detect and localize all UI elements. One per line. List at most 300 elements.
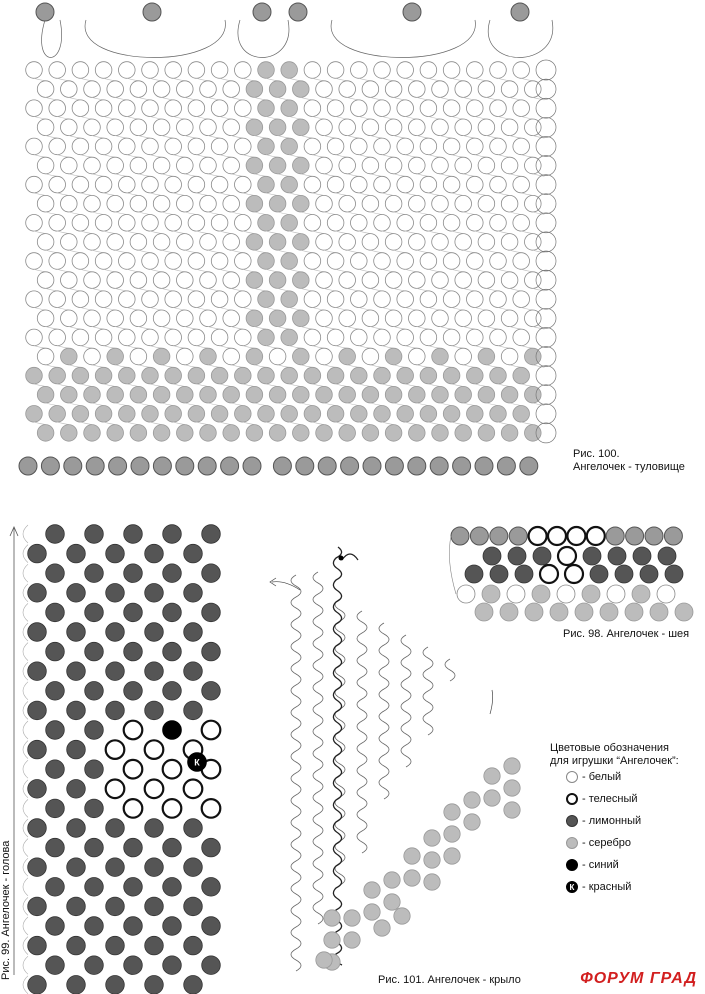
silver-bead [444,826,460,842]
white-bead [188,176,205,193]
thread-segment [417,327,429,330]
lemon-bead [67,740,86,759]
white-bead [153,157,170,174]
thread-segment [347,288,359,291]
thread-segment [173,231,185,234]
legend-label: - лимонный [582,815,642,827]
silver-bead [409,425,426,442]
lemon-bead [46,956,65,975]
dark-silver-bead [490,527,508,545]
white-bead [49,176,66,193]
silver-bead [200,348,217,365]
thread-segment [463,365,475,368]
white-bead [501,310,518,327]
white-bead [49,215,66,232]
thread-segment [452,308,464,311]
thread-segment [324,288,336,291]
silver-bead [26,367,43,384]
lemon-bead [145,623,164,642]
white-bead [142,253,159,270]
silver-bead [211,406,228,423]
thread-segment [115,288,127,291]
thread-segment [185,403,197,406]
white-bead [61,234,78,251]
white-bead [304,176,321,193]
lemon-bead [465,565,483,583]
thread-segment [405,269,417,272]
white-bead [177,348,194,365]
silver-bead [327,367,344,384]
white-bead [557,585,575,603]
legend-label: - красный [582,881,632,893]
thread-segment [301,403,313,406]
thread-segment [150,78,162,81]
side-loop [23,799,28,817]
wing-main-thread [333,547,342,965]
lemon-bead [85,603,104,622]
thread-segment [92,212,104,215]
white-bead [61,119,78,136]
white-bead [130,157,147,174]
thread-segment [428,155,440,158]
white-bead [84,81,101,98]
thread-segment [336,155,348,158]
white-bead [72,176,89,193]
white-bead [177,157,194,174]
thread-segment [417,365,429,368]
thread-segment [510,403,522,406]
white-bead [397,138,414,155]
white-bead [165,62,182,79]
thread-segment [266,384,278,387]
thread-segment [196,346,208,349]
lemon-bead [28,897,47,916]
flesh-bead [567,527,585,545]
thread-segment [80,346,92,349]
silver-bead [142,367,159,384]
lemon-bead [67,701,86,720]
thread-segment [510,97,522,100]
silver-bead [107,386,124,403]
lemon-bead [67,976,86,994]
side-loop [23,623,28,641]
silver-bead [364,882,380,898]
white-bead [467,215,484,232]
thread-segment [475,308,487,311]
thread-segment [428,384,440,387]
white-bead [455,157,472,174]
thread-segment [162,288,174,291]
white-bead [26,291,43,308]
dark-silver-bead [451,527,469,545]
silver-bead [258,253,275,270]
white-bead [49,62,66,79]
white-bead [339,81,356,98]
thread-segment [359,269,371,272]
white-bead [467,176,484,193]
thread-segment [278,250,290,253]
thread-segment [104,155,116,158]
silver-bead [26,406,43,423]
lemon-bead [46,838,65,857]
white-bead [107,310,124,327]
lemon-bead [533,547,551,565]
silver-bead [258,100,275,117]
white-bead [165,329,182,346]
silver-bead [281,176,298,193]
legend-swatch [566,815,578,827]
thread-segment [150,384,162,387]
white-bead [397,176,414,193]
thread-segment [185,97,197,100]
thread-segment [92,288,104,291]
thread-segment [301,136,313,139]
edge-ring [536,175,556,195]
white-bead [177,310,194,327]
thread-segment [312,346,324,349]
thread-segment [394,403,406,406]
silver-bead [344,910,360,926]
thread-segment [475,269,487,272]
lemon-bead [583,547,601,565]
legend-title-line1: Цветовые обозначения [550,742,669,754]
white-bead [130,272,147,289]
white-bead [374,329,391,346]
white-bead [409,119,426,136]
thread-segment [452,117,464,120]
thread-segment [80,117,92,120]
silver-bead [293,119,310,136]
lemon-bead [28,780,47,799]
thread-segment [359,422,371,425]
thread-segment [231,212,243,215]
silver-bead [269,234,286,251]
thread-segment [301,174,313,177]
thread-segment [510,327,522,330]
white-bead [61,81,78,98]
thread-segment [150,269,162,272]
white-bead [61,195,78,212]
thread-segment [208,212,220,215]
thread-segment [162,174,174,177]
thread-segment [382,422,394,425]
thread-segment [347,174,359,177]
thread-segment [34,78,46,81]
thread-segment [92,250,104,253]
white-bead [457,585,475,603]
thread-segment [382,155,394,158]
thread-segment [243,384,255,387]
white-bead [37,234,54,251]
white-bead [362,157,379,174]
thread-segment [312,384,324,387]
wing-column [379,623,389,799]
white-bead [327,215,344,232]
thread-segment [220,193,232,196]
white-bead [142,215,159,232]
thread-segment [150,155,162,158]
white-bead [95,176,112,193]
thread-segment [185,250,197,253]
lemon-bead [184,623,203,642]
thread-segment [417,136,429,139]
white-bead [26,62,43,79]
white-bead [432,81,449,98]
thread-segment [266,193,278,196]
dark-silver-bead [626,527,644,545]
white-bead [432,157,449,174]
thread-segment [150,193,162,196]
lemon-bead [124,603,143,622]
thread-segment [498,346,510,349]
silver-bead [420,367,437,384]
white-bead [455,81,472,98]
thread-segment [359,384,371,387]
white-bead [316,310,333,327]
thread-segment [46,288,58,291]
silver-bead [200,425,217,442]
white-bead [142,62,159,79]
lemon-bead [67,936,86,955]
white-bead [119,176,136,193]
thread-segment [243,269,255,272]
lemon-bead [202,682,221,701]
silver-bead [432,348,449,365]
silver-bead [37,386,54,403]
lemon-bead [202,956,221,975]
white-bead [119,62,136,79]
thread-segment [138,365,150,368]
lemon-bead [145,819,164,838]
white-bead [525,272,542,289]
white-bead [467,62,484,79]
figure-100-caption-number: Рис. 100. [573,448,620,460]
thread-segment [69,403,81,406]
thread-segment [208,365,220,368]
white-bead [397,100,414,117]
white-bead [420,138,437,155]
thread-segment [301,212,313,215]
lemon-bead [46,603,65,622]
thread-segment [150,422,162,425]
white-bead [478,310,495,327]
lemon-bead [46,564,65,583]
blue-bead [163,721,182,740]
white-bead [327,100,344,117]
white-bead [188,329,205,346]
white-bead [513,100,530,117]
white-bead [385,272,402,289]
white-bead [478,157,495,174]
white-bead [177,234,194,251]
figure-98-caption: Рис. 98. Ангелочек - шея [563,628,690,640]
silver-bead [153,348,170,365]
white-bead [223,81,240,98]
white-bead [95,291,112,308]
silver-bead [258,406,275,423]
white-bead [223,157,240,174]
thread-segment [336,308,348,311]
silver-bead [281,253,298,270]
lemon-bead [163,642,182,661]
white-bead [84,234,101,251]
dark-silver-bead [341,457,359,475]
thread-segment [57,155,69,158]
white-bead [397,329,414,346]
silver-bead [490,367,507,384]
flesh-bead [202,721,221,740]
thread-segment [498,308,510,311]
dark-silver-bead [143,3,161,21]
dark-silver-bead [475,457,493,475]
thread-segment [312,269,324,272]
white-bead [95,62,112,79]
silver-bead [513,406,530,423]
thread-segment [486,327,498,330]
thread-segment [231,327,243,330]
thread-segment [34,155,46,158]
white-bead [235,176,252,193]
white-bead [72,215,89,232]
figure-99-caption: Рис. 99. Ангелочек - голова [0,840,12,980]
white-bead [385,234,402,251]
silver-bead [490,406,507,423]
white-bead [513,138,530,155]
white-bead [351,100,368,117]
lemon-bead [658,547,676,565]
silver-bead [575,603,593,621]
thread-segment [208,97,220,100]
thread-segment [324,212,336,215]
white-bead [26,215,43,232]
silver-bead [304,367,321,384]
thread-segment [138,97,150,100]
silver-bead [119,406,136,423]
white-bead [513,215,530,232]
white-bead [95,100,112,117]
silver-bead [258,62,275,79]
side-loop [23,584,28,602]
white-bead [211,291,228,308]
silver-bead [293,272,310,289]
lemon-bead [184,544,203,563]
thread-segment [80,155,92,158]
white-bead [107,119,124,136]
thread-segment [289,78,301,81]
white-bead [165,253,182,270]
thread-segment [150,117,162,120]
thread-segment [173,117,185,120]
silver-bead [235,406,252,423]
white-bead [420,215,437,232]
thread-segment [92,327,104,330]
silver-bead [37,425,54,442]
thread-segment [452,193,464,196]
thread-segment [486,250,498,253]
thread-segment [231,97,243,100]
thread-segment [57,117,69,120]
thread-segment [324,136,336,139]
thread-segment [34,422,46,425]
silver-bead [455,425,472,442]
side-loop [23,603,28,621]
thread-segment [220,78,232,81]
thread-segment [336,231,348,234]
dark-silver-bead [176,457,194,475]
silver-bead [246,195,263,212]
thread-segment [301,327,313,330]
thread-segment [162,212,174,215]
lemon-bead [184,897,203,916]
silver-bead [142,406,159,423]
thread-segment [370,212,382,215]
thread-segment [173,422,185,425]
white-bead [37,310,54,327]
thread-segment [57,384,69,387]
silver-bead [258,176,275,193]
white-bead [72,62,89,79]
white-bead [507,585,525,603]
silver-bead [72,406,89,423]
thread-segment [104,231,116,234]
thread-segment [301,288,313,291]
thread-segment [80,78,92,81]
silver-bead [61,348,78,365]
dark-silver-bead [289,3,307,21]
lemon-bead [124,682,143,701]
white-bead [153,272,170,289]
flesh-bead [548,527,566,545]
thread-segment [452,269,464,272]
white-bead [374,62,391,79]
thread-segment [57,193,69,196]
thread-segment [254,250,266,253]
thread-segment [312,231,324,234]
white-bead [153,195,170,212]
thread-segment [394,365,406,368]
thread-segment [301,250,313,253]
flesh-bead [163,799,182,818]
legend-title [550,742,679,768]
thread-segment [104,269,116,272]
thread-segment [208,136,220,139]
white-bead [455,195,472,212]
white-bead [362,310,379,327]
thread-segment [173,78,185,81]
wing-column [423,647,433,735]
thread-segment [394,327,406,330]
thread-segment [92,174,104,177]
thread-segment [521,155,533,158]
lemon-bead [28,701,47,720]
lemon-bead [145,701,164,720]
legend-swatch [566,771,578,783]
silver-bead [404,870,420,886]
white-bead [177,195,194,212]
thread-segment [92,97,104,100]
white-bead [351,138,368,155]
thread-segment [440,327,452,330]
thread-segment [359,155,371,158]
white-bead [165,138,182,155]
white-bead [153,81,170,98]
white-bead [119,138,136,155]
white-bead [362,119,379,136]
white-bead [211,329,228,346]
silver-bead [177,386,194,403]
silver-bead [281,62,298,79]
thread-segment [463,250,475,253]
